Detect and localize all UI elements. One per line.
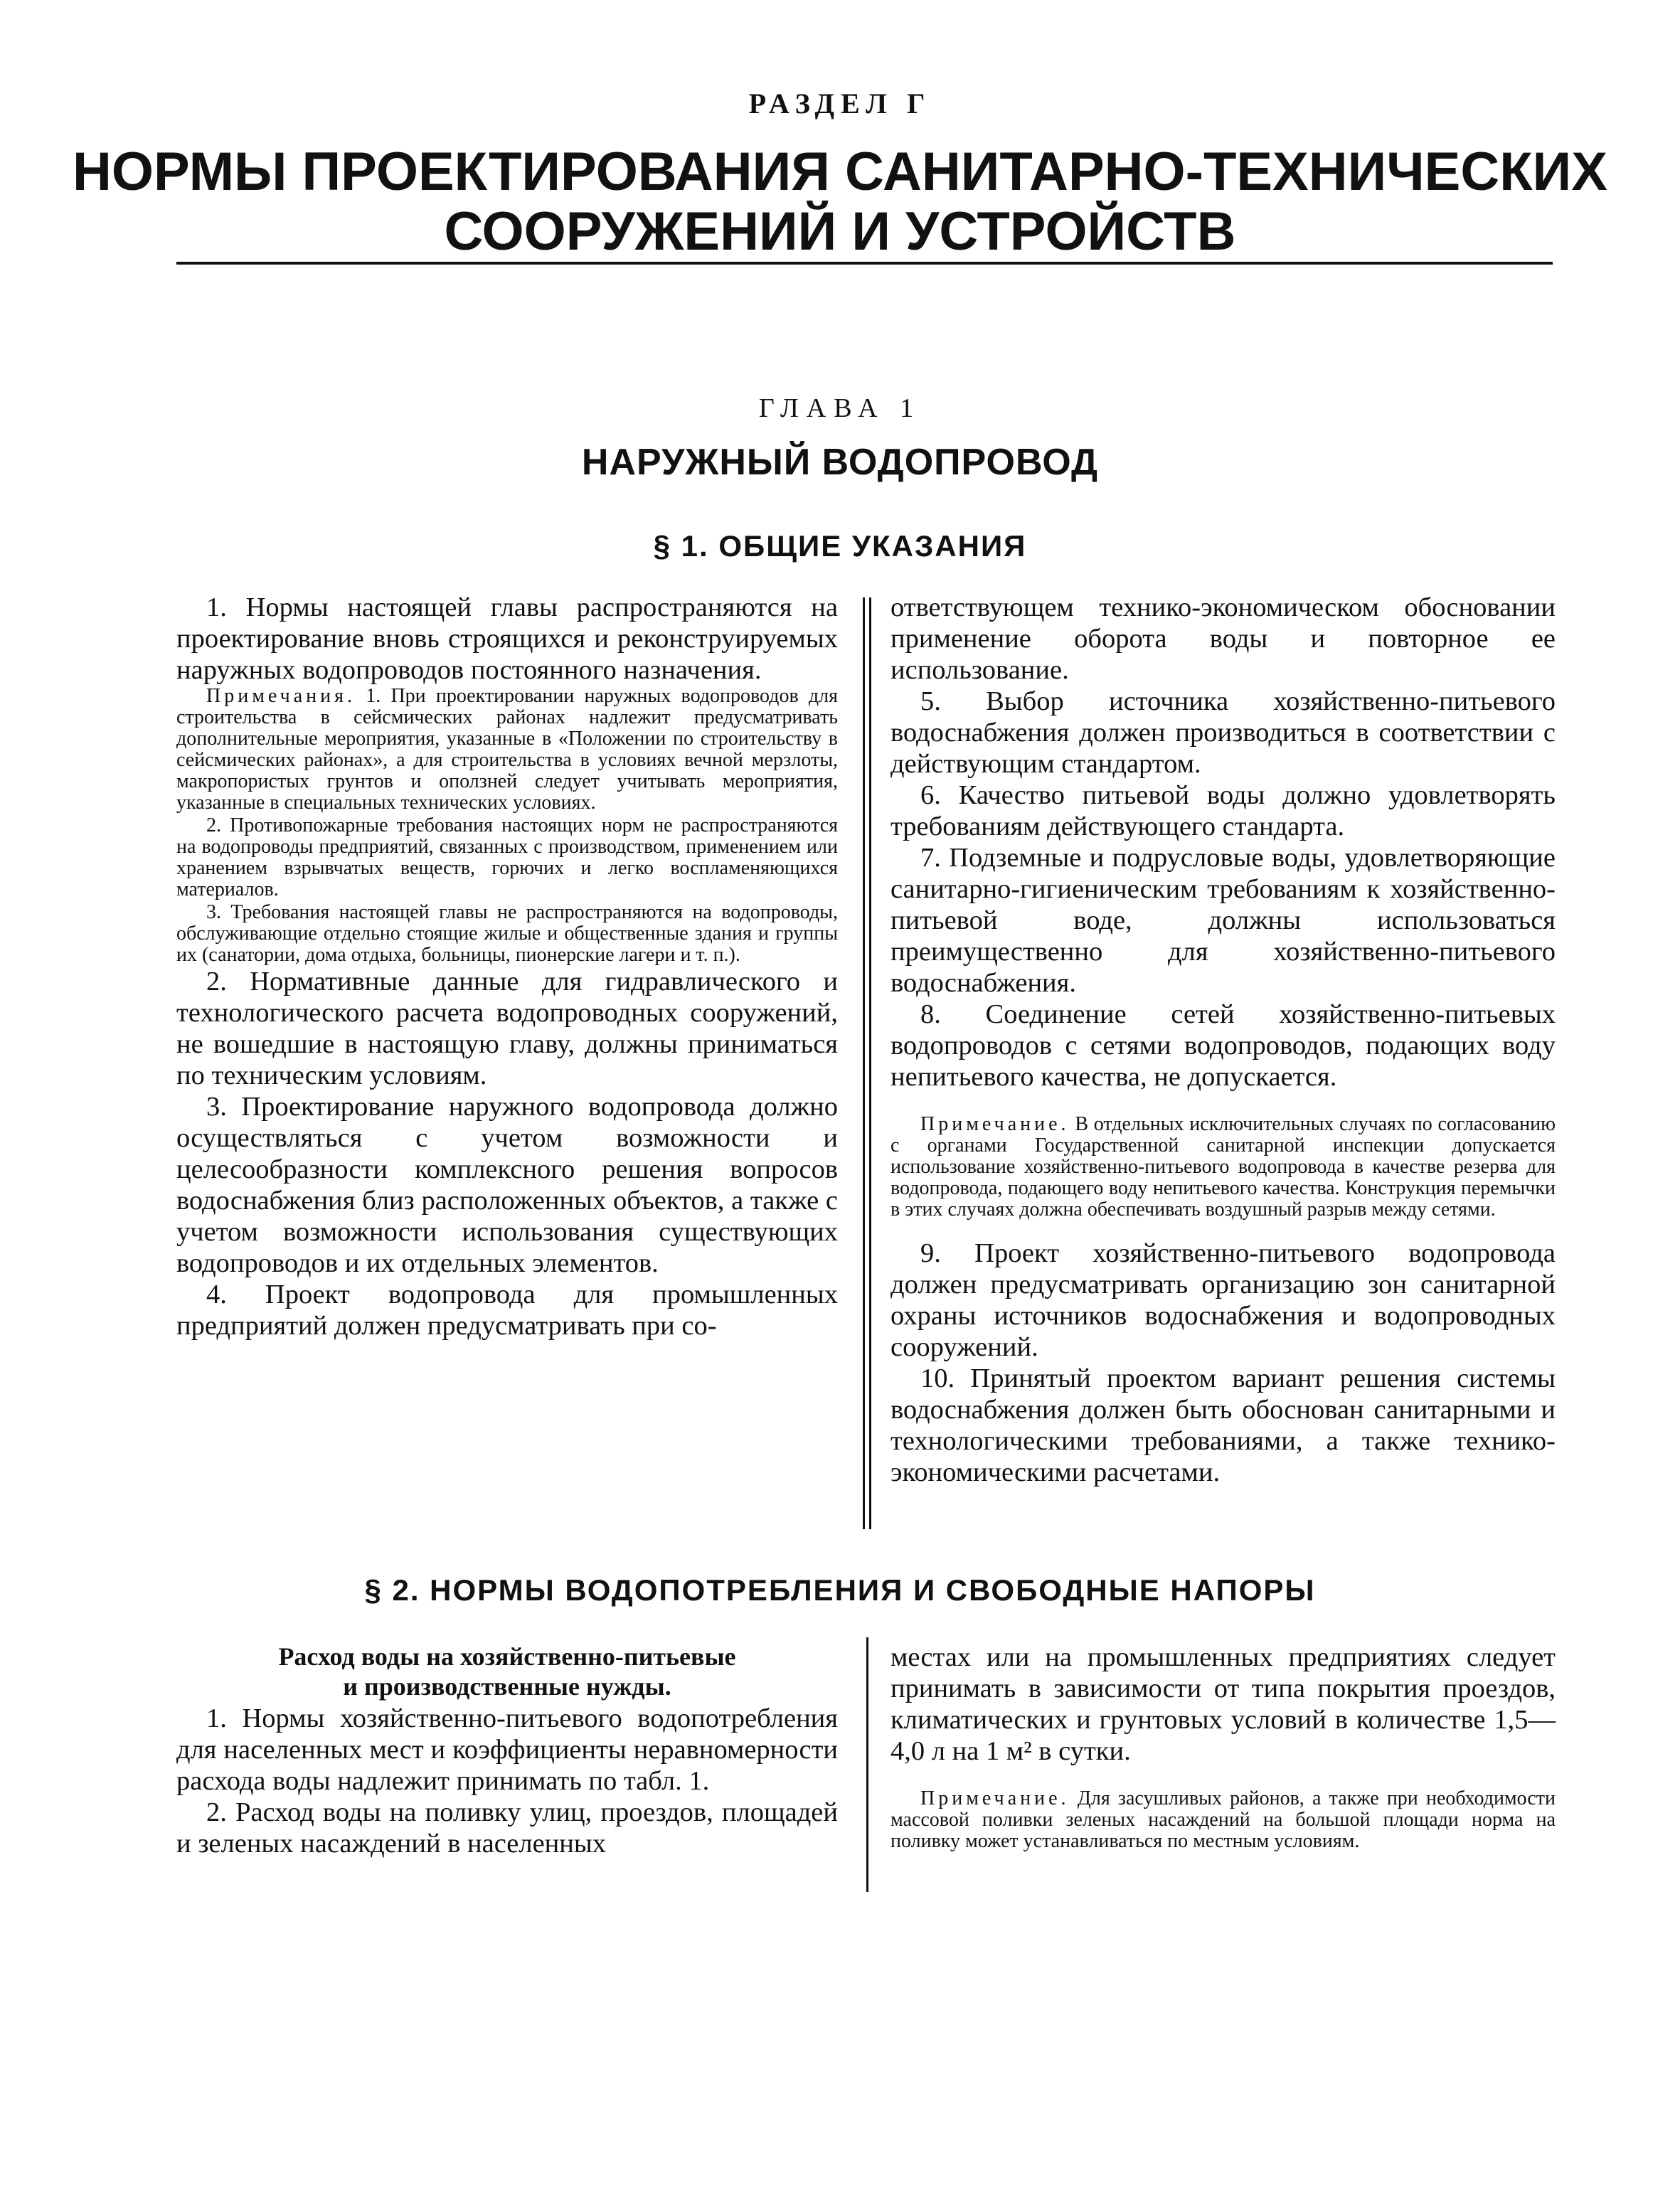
- column-divider-left-line: [863, 597, 865, 1529]
- title-rule: [176, 262, 1553, 265]
- paragraph-5: 5. Выбор источника хозяйственно-питьевого водоснабжения должен производиться в соответствии с действующим стандартом.: [890, 686, 1556, 779]
- section-1-left-column: [176, 592, 838, 1341]
- paragraph-2: 2. Нормативные данные для гидравлического и технологического расчета водопроводных сооружений, не вошедшие в настоящую главу, должны приниматься по техническим условиям.: [176, 967, 838, 1090]
- main-title-line-2: СООРУЖЕНИЙ И УСТРОЙСТВ: [444, 201, 1236, 262]
- note-1-text: 1. При проектировании наружных водопроводов для строительства в сейсмических районах надлежит предусматривать дополнительные мероприятия, указанные в «Положении по строительству в сейсмических районах», а для строительства в условиях вечной мерзлоты, макропористых грунтов и оползней следует учитывать мероприятия, указанные в специальных технических условиях.: [176, 685, 838, 814]
- subheading-line-1: Расход воды на хозяйственно-питьевые: [278, 1642, 736, 1671]
- notes-1: [176, 686, 838, 814]
- note-label-2: Примечание.: [920, 1787, 1070, 1809]
- chapter-label: ГЛАВА 1: [758, 393, 922, 423]
- paragraph-6: 6. Качество питьевой воды должно удовлетворять требованиям действующего стандарта.: [890, 780, 1556, 841]
- subheading-line-2: и производственные нужды.: [343, 1672, 671, 1701]
- section-2-paragraph-2: 2. Расход воды на поливку улиц, проездов, площадей и зеленых насаждений в населенных: [176, 1797, 838, 1859]
- paragraph-3: 3. Проектирование наружного водопровода должно осуществляться с учетом возможности и целесообразности комплексного решения вопросов водоснабжения близ расположенных объектов, а также с учетом возможности использования существующих водопроводов и их отдельных элементов.: [176, 1092, 838, 1278]
- paragraph-8: 8. Соединение сетей хозяйственно-питьевых водопроводов с сетями водопроводов, подающих воду непитьевого качества, не допускается.: [890, 999, 1556, 1092]
- paragraph-4: 4. Проект водопровода для промышленных предприятий должен предусматривать при со-: [176, 1280, 838, 1341]
- section-1-right-column: [890, 592, 1556, 1488]
- paragraph-7: 7. Подземные и подрусловые воды, удовлетворяющие санитарно-гигиеническим требованиям к хозяйственно-питьевой воде, должны использоваться преимущественно для хозяйственно-питьевого водоснабжения.: [890, 843, 1556, 998]
- paragraph-10: 10. Принятый проектом вариант решения системы водоснабжения должен быть обоснован санитарными и технологическими требованиями, а также технико-экономическими расчетами.: [890, 1363, 1556, 1487]
- section-2-right-column: [890, 1642, 1556, 1869]
- chapter-title: НАРУЖНЫЙ ВОДОПРОВОД: [581, 442, 1099, 483]
- section-2-heading: § 2. НОРМЫ ВОДОПОТРЕБЛЕНИЯ И СВОБОДНЫЕ НАПОРЫ: [364, 1573, 1316, 1607]
- note-text: В отдельных исключительных случаях по согласованию с органами Государственной санитарной инспекции допускается использование хозяйственно-питьевого водопровода в качестве резерва для водопровода, подающего воду непитьевого качества. Конструкция перемычки в этих случаях должна обеспечивать воздушный разрыв между сетями.: [890, 1113, 1556, 1221]
- column-divider-section-2: [866, 1637, 868, 1892]
- section-2-paragraph-1: 1. Нормы хозяйственно-питьевого водопотребления для населенных мест и коэффициенты неравномерности расхода воды надлежит принимать по табл. 1.: [176, 1703, 838, 1796]
- note-label: Примечание.: [920, 1113, 1070, 1135]
- subheading: [176, 1642, 838, 1701]
- note-3: 3. Требования настоящей главы не распространяются на водопроводы, обслуживающие отдельно стоящие жилые и общественные здания и группы их (санатории, дома отдыха, больницы, пионерские лагери и т. п.).: [176, 901, 838, 966]
- paragraph-1: 1. Нормы настоящей главы распространяются на проектирование вновь строящихся и реконструируемых наружных водопроводов постоянного назначения.: [176, 592, 838, 685]
- section-2-left-column: [176, 1642, 838, 1859]
- note-section-1: [890, 1114, 1556, 1221]
- column-divider-right-line: [869, 597, 871, 1529]
- note-section-2: [890, 1788, 1556, 1852]
- paragraph-4-continued: ответствующем технико-экономическом обосновании применение оборота воды и повторное ее использование.: [890, 592, 1556, 685]
- notes-label: Примечания.: [206, 685, 356, 707]
- note-text-2: Для засушливых районов, а также при необходимости массовой поливки зеленых насаждений на большой площади норма на поливку может устанавливаться по местным условиям.: [890, 1787, 1556, 1852]
- note-2: 2. Противопожарные требования настоящих норм не распространяются на водопроводы предприятий, связанных с производством, применением или хранением взрывчатых веществ, горючих и легко воспламеняющихся материалов.: [176, 814, 838, 900]
- main-title: [0, 142, 1680, 262]
- main-title-line-1: НОРМЫ ПРОЕКТИРОВАНИЯ САНИТАРНО-ТЕХНИЧЕСКИХ: [73, 142, 1607, 202]
- paragraph-9: 9. Проект хозяйственно-питьевого водопровода должен предусматривать организацию зон санитарной охраны источников водоснабжения и водопроводных сооружений.: [890, 1238, 1556, 1362]
- section-1-heading: § 1. ОБЩИЕ УКАЗАНИЯ: [653, 529, 1027, 563]
- section-2-paragraph-2-continued: местах или на промышленных предприятиях следует принимать в зависимости от типа покрытия проездов, климатических и грунтовых условий в количестве 1,5—4,0 л на 1 м² в сутки.: [890, 1642, 1556, 1766]
- section-label: РАЗДЕЛ Г: [748, 87, 932, 119]
